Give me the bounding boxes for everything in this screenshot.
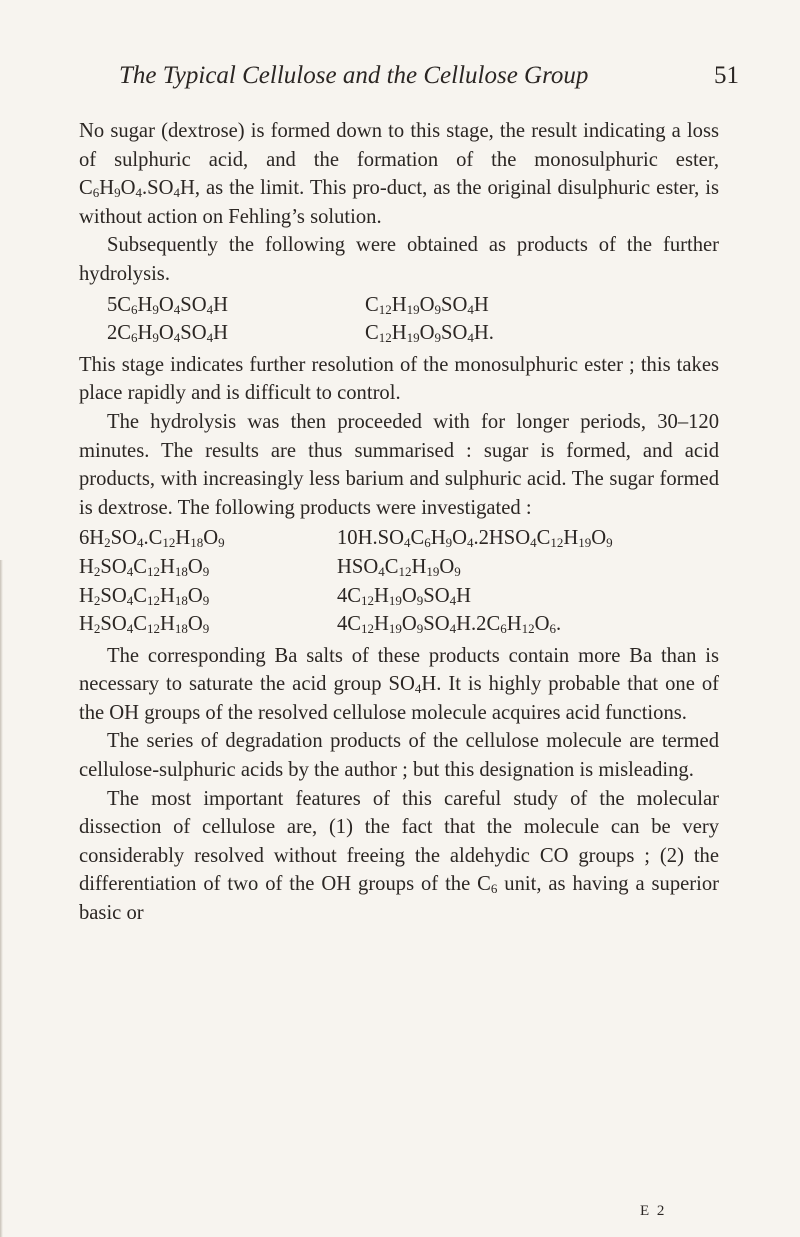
- running-head: [119, 62, 739, 94]
- subscript: 19: [578, 535, 592, 551]
- formula-left: $2C_6H_9O_4SO_4H$: [107, 322, 228, 346]
- formula-left: $H_2SO_4C_{12}H_{18}O_9$: [79, 584, 210, 608]
- subscript: 4: [126, 563, 134, 579]
- formula-left: $5C_6H_9O_4SO_4H$: [107, 293, 228, 317]
- subscript: 18: [174, 563, 188, 579]
- subscript: 9: [202, 621, 210, 637]
- subscript: 18: [174, 592, 188, 608]
- paragraph-p6: The series of degradation products of the cellulose molecule are termed cellulose-sulphuric acids by the author ; but this designation is misleading.: [79, 730, 719, 782]
- formula-right: $C_{12}H_{19}O_9SO_4H$: [365, 293, 489, 317]
- subscript: 9: [434, 330, 441, 346]
- subscript: 6: [424, 535, 431, 551]
- subscript: 9: [152, 301, 159, 317]
- subscript: 4: [135, 185, 142, 201]
- page-number: 51: [714, 62, 739, 89]
- paragraph-p4: The hydrolysis was then proceeded with for longer periods, 30–120 minutes. The results are thus summarised : sugar is formed, and acid products, with increasingly less barium and sulphuric acid. The sugar formed is dextrose. The following products were investigated :: [79, 410, 719, 519]
- subscript: 2: [93, 563, 101, 579]
- subscript: 4: [173, 185, 180, 201]
- subscript: 4: [466, 535, 474, 551]
- subscript: 9: [152, 330, 159, 346]
- formula-right: $HSO_4C_{12}H_{19}O_9$: [337, 555, 461, 579]
- paragraph-p3: This stage indicates further resolution of the monosulphuric ester ; this takes place rapidly and is difficult to control.: [79, 353, 719, 405]
- formula-block-hydrolysis: [79, 291, 719, 348]
- paragraph-p7: The most important features of this careful study of the molecular dissection of cellulose are, (1) the fact that the molecule can be very considerably resolved without freeing the aldehydic CO groups ; (2) the differentiation of two of the OH groups of the $C_6$ unit, as having a superior basic or: [79, 787, 719, 925]
- subscript: 12: [361, 621, 375, 637]
- subscript: 9: [416, 621, 424, 637]
- subscript: 9: [606, 535, 613, 551]
- subscript: 12: [550, 535, 564, 551]
- signature-mark: E 2: [640, 1203, 667, 1219]
- paragraph-p2: Subsequently the following were obtained as products of the further hydrolysis.: [79, 234, 719, 285]
- subscript: 12: [146, 621, 160, 637]
- subscript: 4: [206, 301, 214, 317]
- formula-right: $C_{12}H_{19}O_9SO_4H$.: [365, 322, 494, 346]
- formula-right: $4C_{12}H_{19}O_9SO_4H$: [337, 584, 471, 608]
- subscript: 9: [434, 301, 441, 317]
- subscript: 6: [500, 621, 507, 637]
- subscript: 4: [126, 592, 134, 608]
- subscript: 2: [93, 592, 101, 608]
- formula-row: [107, 319, 719, 348]
- paragraph-group-a: [79, 117, 719, 289]
- formula-row: [79, 582, 719, 611]
- subscript: 9: [202, 563, 210, 579]
- formula-row: [79, 553, 719, 582]
- paragraph-p5: The corresponding Ba salts of these products contain more Ba than is necessary to saturate the acid group $SO_4H$. It is highly probable that one of the OH groups of the resolved cellulose molecule acquires acid functions.: [79, 644, 719, 724]
- subscript: 12: [361, 592, 375, 608]
- formula-row: [107, 291, 719, 320]
- subscript: 18: [174, 621, 188, 637]
- subscript: 6: [92, 185, 100, 201]
- subscript: 2: [104, 535, 111, 551]
- binding-shadow: [0, 560, 3, 1237]
- subscript: 18: [190, 535, 204, 551]
- subscript: 4: [467, 301, 474, 317]
- paragraph-p1: No sugar (dextrose) is formed down to this stage, the result indicating a loss of sulphuric acid, and the formation of the monosulphuric ester, $C_6H_9O_4.SO_4H$, as the limit. This pro-duct, as the original disulphuric ester, is without action on Fehling’s solution.: [79, 120, 719, 228]
- formula-left: $H_2SO_4C_{12}H_{18}O_9$: [79, 555, 210, 579]
- subscript: 4: [530, 535, 537, 551]
- subscript: 4: [414, 681, 422, 697]
- subscript: 12: [146, 563, 160, 579]
- subscript: 9: [454, 563, 461, 579]
- formula-right: $4C_{12}H_{19}O_9SO_4H.2C_6H_{12}O_6$.: [337, 613, 562, 637]
- subscript: 9: [218, 535, 225, 551]
- subscript: 19: [406, 301, 420, 317]
- formula-right: $10H.SO_4C_6H_9O_4.2HSO_4C_{12}H_{19}O_9$: [337, 527, 613, 551]
- subscript: 12: [378, 301, 392, 317]
- subscript: 12: [398, 563, 412, 579]
- subscript: 12: [521, 621, 535, 637]
- subscript: 4: [403, 535, 411, 551]
- subscript: 9: [114, 185, 121, 201]
- subscript: 4: [137, 535, 144, 551]
- body-text: [79, 117, 719, 928]
- running-title: The Typical Cellulose and the Cellulose Group: [119, 62, 589, 89]
- subscript: 4: [173, 330, 181, 346]
- formula-left: $H_2SO_4C_{12}H_{18}O_9$: [79, 613, 210, 637]
- paragraph-group-b: [79, 351, 719, 523]
- subscript: 4: [126, 621, 134, 637]
- subscript: 2: [93, 621, 101, 637]
- subscript: 12: [162, 535, 176, 551]
- subscript: 9: [416, 592, 424, 608]
- subscript: 6: [549, 621, 556, 637]
- subscript: 19: [426, 563, 440, 579]
- paragraph-group-c: [79, 642, 719, 928]
- subscript: 4: [467, 330, 474, 346]
- formula-row: [79, 524, 719, 553]
- subscript: 19: [388, 621, 402, 637]
- subscript: 4: [449, 592, 457, 608]
- subscript: 4: [449, 621, 457, 637]
- subscript: 12: [146, 592, 160, 608]
- subscript: 4: [173, 301, 181, 317]
- subscript: 6: [131, 301, 138, 317]
- subscript: 19: [388, 592, 402, 608]
- subscript: 19: [406, 330, 420, 346]
- subscript: 6: [131, 330, 138, 346]
- formula-row: [79, 610, 719, 639]
- formula-left: $6H_2SO_4.C_{12}H_{18}O_9$: [79, 527, 225, 551]
- subscript: 12: [378, 330, 392, 346]
- subscript: 6: [490, 881, 498, 897]
- subscript: 9: [202, 592, 210, 608]
- formula-block-products: [79, 524, 719, 638]
- subscript: 4: [206, 330, 214, 346]
- subscript: 9: [445, 535, 453, 551]
- subscript: 4: [378, 563, 385, 579]
